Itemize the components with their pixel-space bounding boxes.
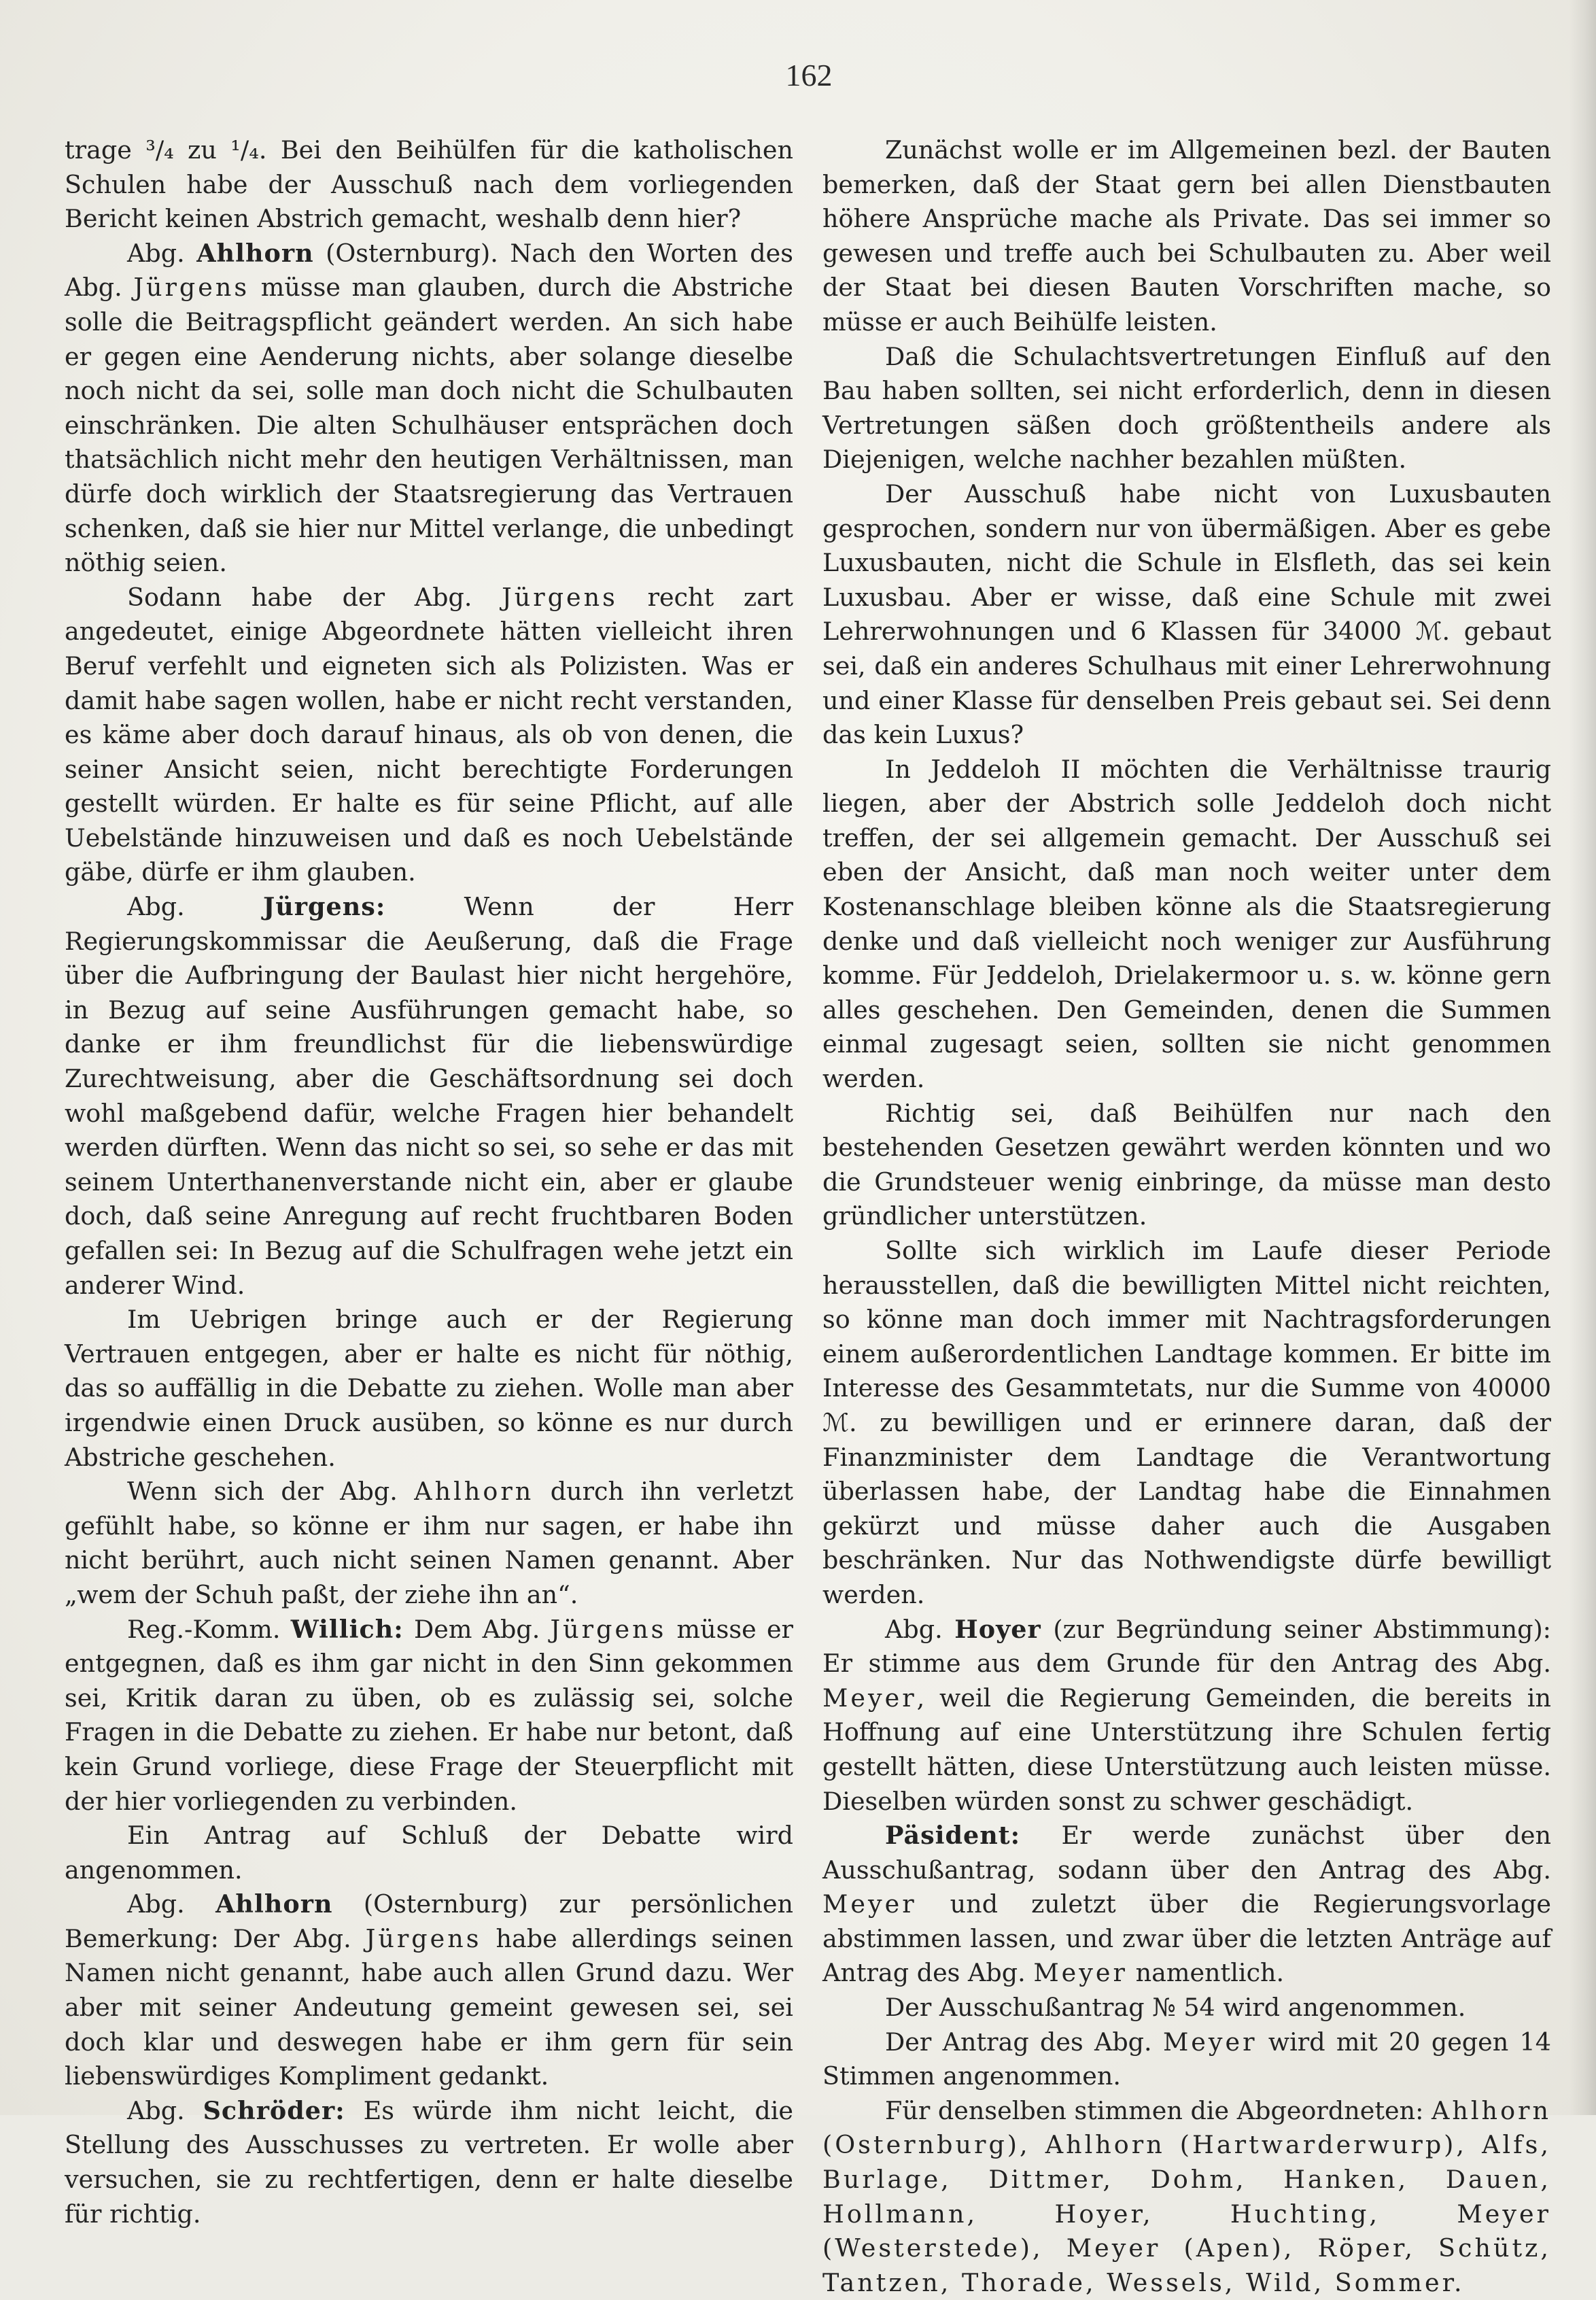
- emphasized-name: Jürgens: [502, 582, 618, 612]
- paragraph-text: Sodann habe der Abg.: [127, 582, 502, 612]
- paragraph-text: (Osternburg). Nach den Worten des Abg.: [65, 238, 793, 303]
- paragraph-text: Wenn sich der Abg.: [127, 1477, 415, 1507]
- paragraph: [65, 1887, 793, 2094]
- paragraph: [65, 1613, 793, 1819]
- emphasized-name: Jürgens: [365, 1923, 482, 1953]
- paragraph: [65, 890, 793, 1303]
- speaker-name: Willich:: [290, 1614, 404, 1644]
- paragraph-text: wird mit 20 gegen 14 Stimmen angenommen.: [822, 2027, 1552, 2091]
- paragraph-text: Wenn der Herr Regierungskommissar die Aeußerung, daß die Frage über die Aufbringung der Baulast hier nicht hergehöre, in Bezug auf seine Ausführungen gemacht habe, so danke er ihm freundlichst für die liebenswürdige Zurechtweisung, aber die Geschäftsordnung sei doch wohl maßgebend dafür, welche Fragen hier behandelt werden dürften. Wenn das nicht so sei, so sehe er das mit seinem Unterthanenverstande nicht ein, aber er glaube doch, daß seine Anregung auf recht fruchtbaren Boden gefallen sei: In Bezug auf die Schulfragen wehe jetzt ein anderer Wind.: [65, 892, 794, 1300]
- paragraph: [822, 477, 1551, 753]
- paragraph-text: Abg.: [127, 1889, 216, 1919]
- paragraph: [65, 1303, 793, 1475]
- speaker-name: Ahlhorn: [196, 238, 314, 268]
- paragraph: [822, 133, 1551, 340]
- emphasized-name: Ahlhorn (Osternburg), Ahlhorn (Hartwarderwurp), Alfs, Burlage, Dittmer, Dohm, Hanken, Dauen, Hollmann, Hoyer, Huchting, Meyer (Westerstede), Meyer (Apen), Röper, Schütz, Tantzen, Thorade, Wessels, Wild, Sommer.: [822, 2095, 1551, 2297]
- paragraph-text: Er werde zunächst über den Ausschußantrag, sodann über den Antrag des Abg.: [822, 1821, 1551, 1885]
- paragraph: [65, 133, 793, 237]
- paragraph-text: müsse er entgegnen, daß es ihm gar nicht in den Sinn gekommen sei, Kritik daran zu üben, ob es zulässig sei, solche Fragen in die Debatte zu ziehen. Er habe nur betont, daß kein Grund vorliege, diese Frage der Steuerpflicht mit der hier vorliegenden zu verbinden.: [65, 1614, 793, 1816]
- right-column: [822, 133, 1551, 2300]
- paragraph: [65, 237, 793, 581]
- paragraph-text: Abg.: [127, 2095, 203, 2125]
- page-number: 162: [785, 58, 833, 92]
- paragraph: [822, 2094, 1551, 2300]
- paragraph-text: Richtig sei, daß Beihülfen nur nach den bestehenden Gesetzen gewährt werden könnten und wo die Grundsteuer wenig einbringe, da müsse man desto gründlicher unterstützen.: [822, 1098, 1551, 1231]
- paragraph: [65, 1819, 793, 1887]
- emphasized-name: Ahlhorn: [414, 1477, 534, 1507]
- paragraph-text: müsse man glauben, durch die Abstriche solle die Beitragspflicht geändert werden. An sich habe er gegen eine Aenderung nichts, aber solange dieselbe noch nicht da sei, solle man doch nicht die Schulbauten einschränken. Die alten Schulhäuser entsprächen doch thatsächlich nicht mehr den heutigen Verhältnissen, man dürfe doch wirklich der Staatsregierung das Vertrauen schenken, daß sie hier nur Mittel verlange, die unbedingt nöthig seien.: [65, 273, 794, 578]
- left-column: [65, 133, 793, 2231]
- paragraph-text: Sollte sich wirklich im Laufe dieser Periode herausstellen, daß die bewilligten Mittel nicht reichten, so könne man doch immer mit Nachtragsforderungen einem außerordentlichen Landtage kommen. Er bitte im Interesse des Gesammtetats, nur die Summe von 40000 ℳ. zu bewilligen und er erinnere daran, daß der Finanzminister dem Landtage die Verantwortung überlassen habe, der Landtag habe die Einnahmen gekürzt und müsse daher auch die Ausgaben beschränken. Nur das Nothwendigste dürfe bewilligt werden.: [822, 1236, 1551, 1609]
- paragraph-text: Der Antrag des Abg.: [885, 2027, 1163, 2057]
- paragraph-text: (Osternburg) zur persönlichen Bemerkung: Der Abg.: [65, 1889, 793, 1953]
- paragraph-text: habe allerdings seinen Namen nicht genannt, habe auch allen Grund dazu. Wer aber mit seiner Andeutung gemeint gewesen sei, sei doch klar und deswegen habe er ihm gern für sein liebenswürdiges Kompliment gedankt.: [65, 1923, 793, 2091]
- paragraph-text: Zunächst wolle er im Allgemeinen bezl. der Bauten bemerken, daß der Staat gern bei allen Dienstbauten höhere Ansprüche mache als Private. Das sei immer so gewesen und treffe auch bei Schulbauten zu. Aber weil der Staat bei diesen Bauten Vorschriften mache, so müsse er auch Beihülfe leisten.: [822, 135, 1551, 337]
- speaker-name: Ahlhorn: [215, 1889, 333, 1919]
- paragraph-text: Reg.-Komm.: [127, 1614, 291, 1644]
- paragraph-text: Der Ausschuß habe nicht von Luxusbauten gesprochen, sondern nur von übermäßigen. Aber es gebe Luxusbauten, nicht die Schule in Elsfleth, das sei kein Luxusbau. Aber er wisse, daß eine Schule mit zwei Lehrerwohnungen und 6 Klassen für 34000 ℳ. gebaut sei, daß ein anderes Schulhaus mit einer Lehrerwohnung und einer Klasse für denselben Preis gebaut sei. Sei denn das kein Luxus?: [822, 479, 1551, 750]
- paragraph: [65, 2094, 793, 2231]
- binding-shadow: [1569, 0, 1596, 2115]
- paragraph-text: Abg.: [127, 238, 197, 268]
- emphasized-name: Meyer: [1033, 1958, 1128, 1988]
- paragraph-text: Es würde ihm nicht leicht, die Stellung des Ausschusses zu vertreten. Er wolle aber versuchen, sie zu rechtfertigen, denn er halte dieselbe für richtig.: [65, 2095, 793, 2229]
- paragraph-text: Im Uebrigen bringe auch er der Regierung Vertrauen entgegen, aber er halte es nicht für nöthig, das so auffällig in die Debatte zu ziehen. Wolle man aber irgendwie einen Druck ausüben, so könne es nur durch Abstriche geschehen.: [65, 1305, 793, 1472]
- speaker-name: Jürgens:: [262, 892, 386, 922]
- emphasized-name: Jürgens: [133, 273, 250, 303]
- paragraph: [822, 2025, 1551, 2094]
- speaker-name: Päsident:: [885, 1821, 1021, 1851]
- speaker-name: Hoyer: [954, 1614, 1041, 1644]
- emphasized-name: Meyer: [822, 1889, 917, 1919]
- paragraph-text: Dem Abg.: [403, 1614, 551, 1644]
- paragraph: [822, 1613, 1551, 1819]
- paragraph-text: Für denselben stimmen die Abgeordneten:: [885, 2095, 1432, 2125]
- paragraph: [822, 1819, 1551, 1991]
- paragraph-text: In Jeddeloh II möchten die Verhältnisse traurig liegen, aber der Abstrich solle Jeddeloh doch nicht treffen, der sei allgemein gemacht. Der Ausschuß sei eben der Ansicht, daß man noch weiter unter dem Kostenanschlage bleiben könne als die Staatsregierung denke und daß vielleicht noch weniger zur Ausführung komme. Für Jeddeloh, Drielakermoor u. s. w. könne gern alles geschehen. Den Gemeinden, denen die Summen einmal zugesagt seien, sollten sie nicht genommen werden.: [822, 754, 1551, 1094]
- paragraph-text: Daß die Schulachtsvertretungen Einfluß auf den Bau haben sollten, sei nicht erforderlich, denn in diesen Vertretungen säßen doch größtentheils andere als Diejenigen, welche nachher bezahlen müßten.: [822, 341, 1551, 475]
- emphasized-name: Meyer: [822, 1683, 917, 1713]
- paragraph-text: trage ³/₄ zu ¹/₄. Bei den Beihülfen für die katholischen Schulen habe der Ausschuß nach dem vorliegenden Bericht keinen Abstrich gemacht, weshalb denn hier?: [65, 135, 793, 234]
- paragraph: [822, 340, 1551, 477]
- paragraph-text: und zuletzt über die Regierungsvorlage abstimmen lassen, und zwar über die letzten Anträge auf Antrag des Abg.: [822, 1889, 1551, 1988]
- paragraph: [65, 581, 793, 890]
- paragraph: [822, 1991, 1551, 2025]
- paragraph: [822, 1097, 1551, 1234]
- paragraph-text: Abg.: [885, 1614, 955, 1644]
- paragraph-text: durch ihn verletzt gefühlt habe, so könne er ihm nur sagen, er habe ihn nicht berührt, auch nicht seinen Namen genannt. Aber „wem der Schuh paßt, der ziehe ihn an“.: [65, 1477, 794, 1609]
- emphasized-name: Jürgens: [550, 1614, 667, 1644]
- paragraph: [822, 1234, 1551, 1613]
- paragraph-text: Der Ausschußantrag № 54 wird angenommen.: [885, 1993, 1466, 2023]
- paragraph-text: recht zart angedeutet, einige Abgeordnete hätten vielleicht ihren Beruf verfehlt und eigneten sich als Polizisten. Was er damit habe sagen wollen, habe er nicht recht verstanden, es käme aber doch darauf hinaus, als ob von denen, die seiner Ansicht seien, nicht berechtigte Forderungen gestellt würden. Er halte es für seine Pflicht, auf alle Uebelstände hinzuweisen und daß es noch Uebelstände gäbe, dürfe er ihm glauben.: [65, 582, 793, 887]
- emphasized-name: Meyer: [1162, 2027, 1257, 2057]
- paragraph-text: Ein Antrag auf Schluß der Debatte wird angenommen.: [65, 1821, 793, 1885]
- paragraph-text: Abg.: [127, 892, 263, 922]
- paragraph: [65, 1475, 793, 1612]
- paragraph: [822, 753, 1551, 1097]
- speaker-name: Schröder:: [203, 2095, 345, 2125]
- paragraph-text: namentlich.: [1127, 1958, 1285, 1988]
- paragraph-text: (zur Begründung seiner Abstimmung): Er stimme aus dem Grunde für den Antrag des Abg.: [822, 1614, 1551, 1679]
- paragraph-text: , weil die Regierung Gemeinden, die bereits in Hoffnung auf eine Unterstützung ihre Schulen fertig gestellt hätten, diese Unterstützung auch leisten müsse. Dieselben würden sonst zu schwer geschädigt.: [822, 1683, 1551, 1816]
